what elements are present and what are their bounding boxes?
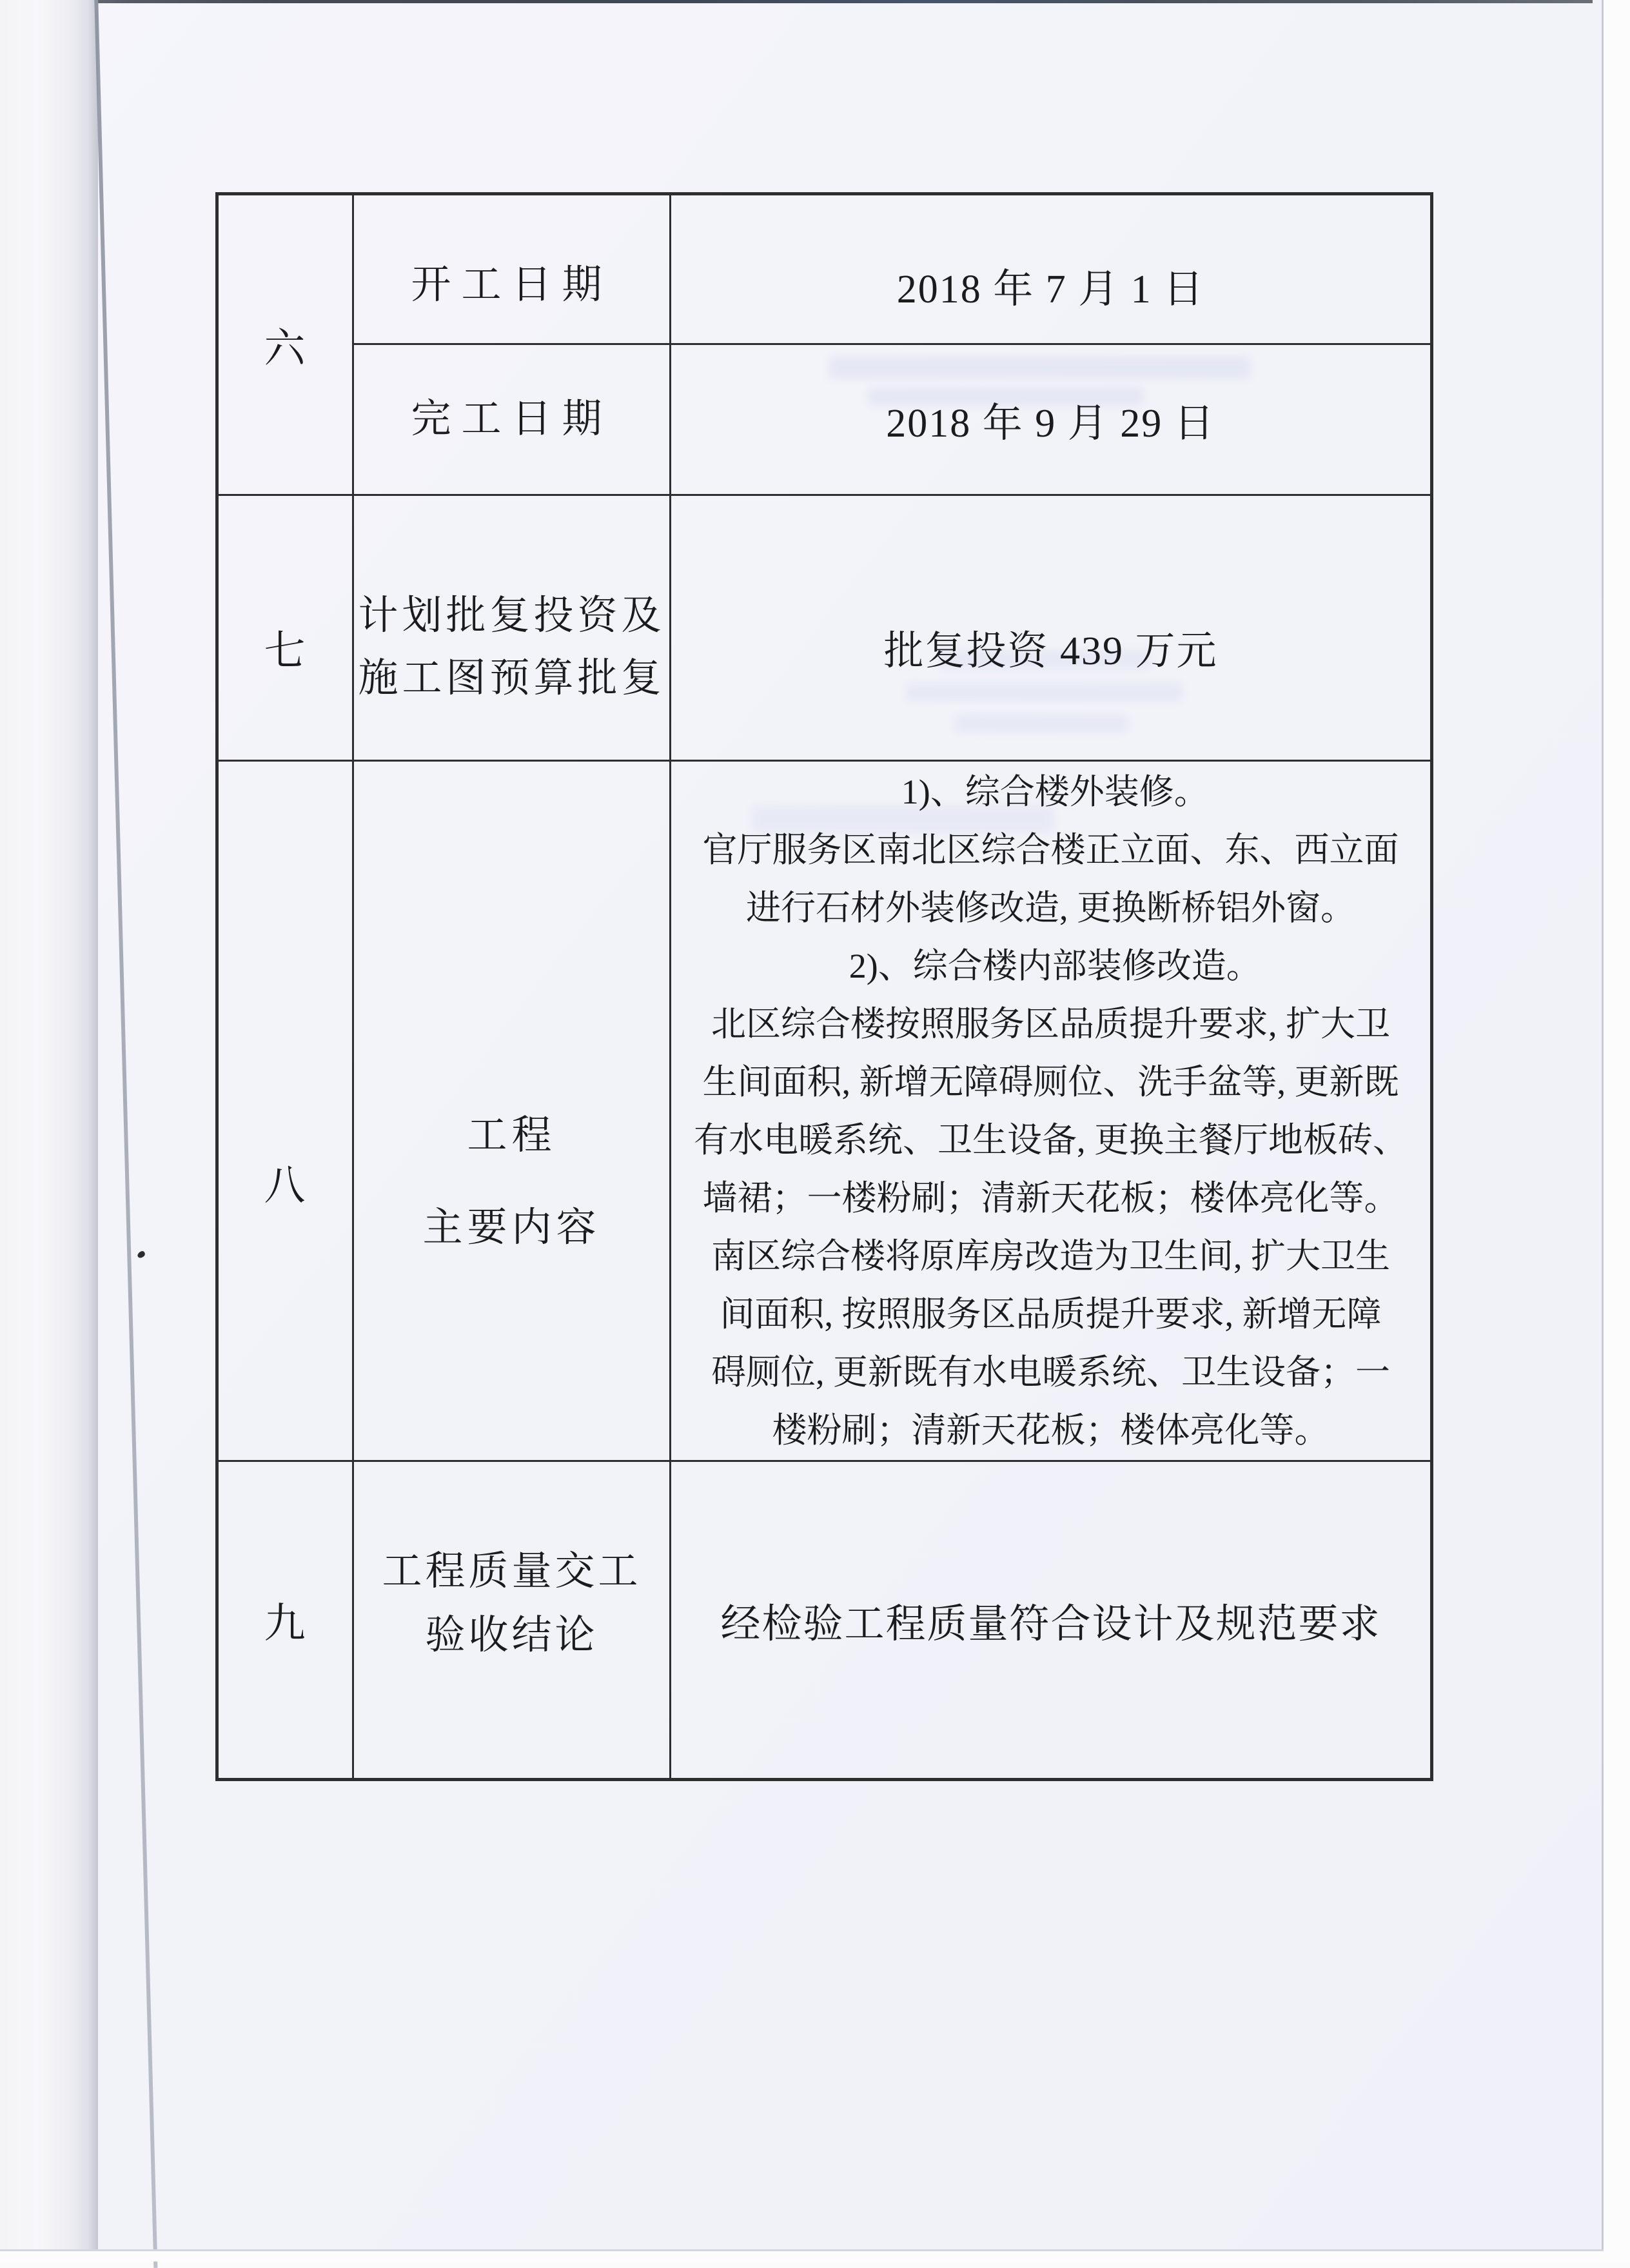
finish-date-value: 2018 年 9 月 29 日 <box>886 402 1215 446</box>
main-content-label: 工程 主要内容 <box>422 1113 601 1250</box>
start-date-value: 2018 年 7 月 1 日 <box>896 268 1205 311</box>
approved-investment-label-cell <box>353 495 671 761</box>
row-seven-index-cell <box>217 495 353 761</box>
row-seven-index: 七 <box>264 627 307 674</box>
finish-date-label: 完工日期 <box>411 397 613 442</box>
row-eight-index-cell <box>217 761 353 1461</box>
quality-conclusion-label: 工程质量交工 验收结论 <box>382 1549 642 1657</box>
start-date-label-cell <box>353 194 671 344</box>
row-nine-index: 九 <box>264 1601 307 1646</box>
approved-investment-value: 批复投资 439 万元 <box>883 629 1218 673</box>
main-content-label-cell <box>353 761 671 1461</box>
start-date-value-cell <box>671 194 1432 344</box>
scanner-background-right <box>1604 0 1630 2262</box>
row-six-index: 六 <box>264 325 307 371</box>
table-row <box>217 1461 1432 1780</box>
scanner-background-bottom <box>0 2251 1630 2262</box>
page-fold-band <box>0 0 98 2250</box>
table-row <box>217 194 1432 344</box>
row-nine-index-cell <box>217 1461 353 1780</box>
main-content-text-cell <box>671 761 1432 1461</box>
start-date-label: 开工日期 <box>411 263 613 308</box>
quality-conclusion-value: 经检验工程质量符合设计及规范要求 <box>720 1602 1381 1646</box>
table-row <box>217 344 1432 495</box>
quality-conclusion-value-cell <box>671 1461 1432 1780</box>
main-content-text: 1)、综合楼外装修。 官厅服务区南北区综合楼正立面、东、西立面 进行石材外装修改造, 更换断桥铝外窗。 2)、综合楼内部装修改造。 北区综合楼按照服务区品质提升要求, 扩大卫 生间面积, 新增无障碍厕位、洗手盆等, 更新既 有水电暖系统、卫生设备, 更换主餐厅地板砖、 墙裙；一楼粉刷；清新天花板；楼体亮化等。 南区综合楼将原库房改造为卫生间, 扩大卫生 间面积, 按照服务区品质提升要求, 新增无障 碍厕位, 更新既有水电暖系统、卫生设备；一 楼粉刷；清新天花板；楼体亮化等。 <box>694 772 1408 1450</box>
row-eight-index: 八 <box>264 1162 307 1208</box>
approved-investment-label: 计划批复投资及 施工图预算批复 <box>358 594 665 700</box>
table-row <box>217 761 1432 1461</box>
scanner-top-strip <box>0 0 1593 3</box>
completion-acceptance-table <box>215 192 1433 1781</box>
finish-date-value-cell <box>671 344 1432 495</box>
quality-conclusion-label-cell <box>353 1461 671 1780</box>
row-six-index-cell <box>217 194 353 495</box>
finish-date-label-cell <box>353 344 671 495</box>
approved-investment-value-cell <box>671 495 1432 761</box>
table-row <box>217 495 1432 761</box>
